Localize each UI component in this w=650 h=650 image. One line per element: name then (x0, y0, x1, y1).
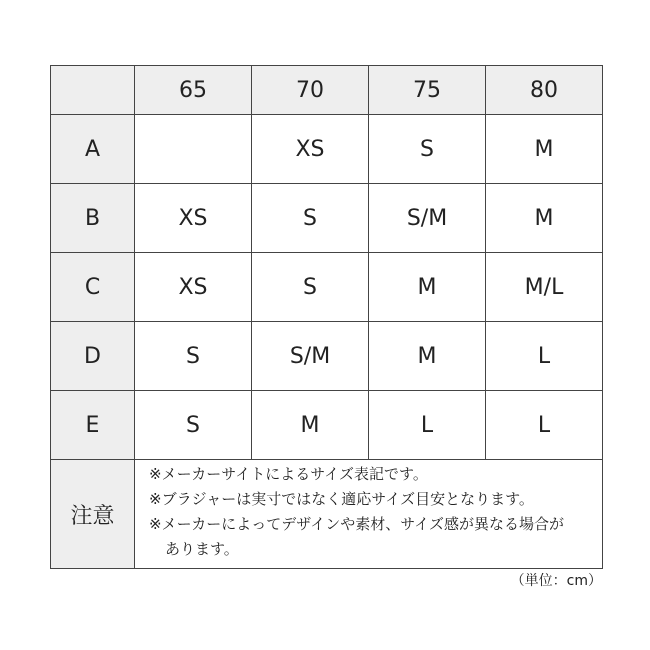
note-line: ※メーカーによってデザインや素材、サイズ感が異なる場合が (149, 515, 565, 533)
table-row (51, 115, 603, 184)
row-header: C (51, 253, 135, 322)
size-cell: M (369, 253, 486, 322)
notes-cell (135, 460, 603, 569)
unit-note: （単位：cm） (510, 573, 602, 589)
notes-label: 注意 (51, 460, 135, 569)
note-continuation: あります。 (165, 540, 239, 558)
table-row (51, 391, 603, 460)
column-header: 65 (135, 66, 252, 115)
note-line: ※ブラジャーは実寸ではなく適応サイズ目安となります。 (149, 490, 534, 508)
size-cell: XS (135, 184, 252, 253)
column-header: 75 (369, 66, 486, 115)
size-cell: S (252, 253, 369, 322)
table-row (51, 184, 603, 253)
size-cell: XS (252, 115, 369, 184)
size-cell: M (252, 391, 369, 460)
header-row (51, 66, 603, 115)
size-cell: L (486, 391, 603, 460)
note-line: ※メーカーサイトによるサイズ表記です。 (149, 465, 428, 483)
size-cell: L (369, 391, 486, 460)
table-row (51, 322, 603, 391)
size-cell: M (486, 184, 603, 253)
size-cell: M (369, 322, 486, 391)
row-header: A (51, 115, 135, 184)
row-header: D (51, 322, 135, 391)
size-cell (135, 115, 252, 184)
size-cell: S (252, 184, 369, 253)
table-row (51, 253, 603, 322)
row-header: E (51, 391, 135, 460)
size-cell: S (135, 391, 252, 460)
column-header: 70 (252, 66, 369, 115)
size-cell: L (486, 322, 603, 391)
size-cell: M/L (486, 253, 603, 322)
size-cell: S (135, 322, 252, 391)
row-header: B (51, 184, 135, 253)
size-cell: XS (135, 253, 252, 322)
column-header: 80 (486, 66, 603, 115)
size-chart-table (50, 65, 603, 569)
size-cell: S/M (252, 322, 369, 391)
notes-row (51, 460, 603, 569)
size-cell: M (486, 115, 603, 184)
corner-cell (51, 66, 135, 115)
size-cell: S/M (369, 184, 486, 253)
size-cell: S (369, 115, 486, 184)
